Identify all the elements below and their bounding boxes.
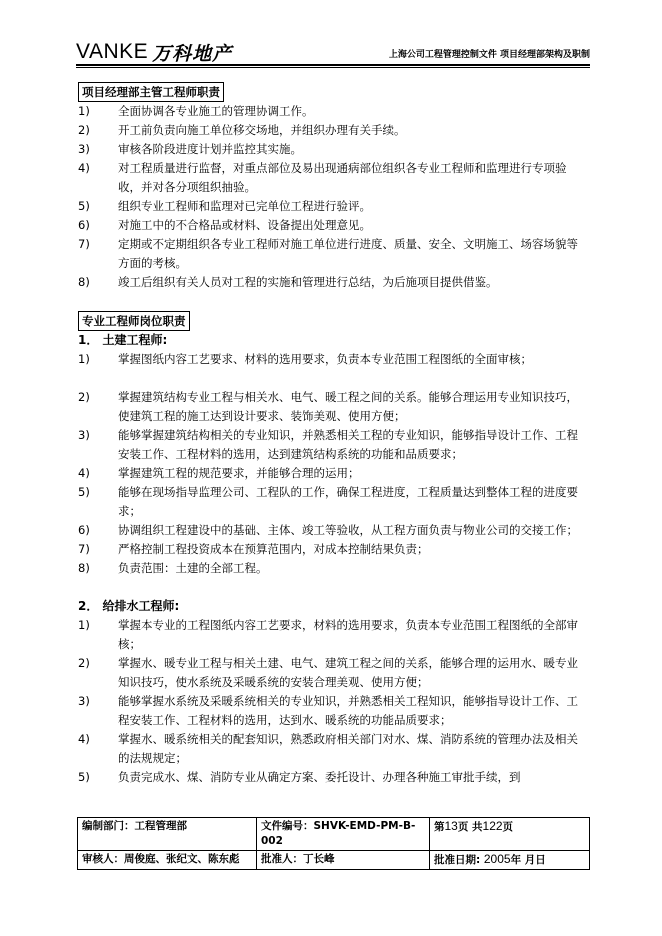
footer-doc-number: 文件编号：SHVK-EMD-PM-B-002 [257, 818, 430, 851]
item-number: 4) [78, 161, 90, 175]
footer-reviewer: 审核人：周俊庭、张纪文、陈东彪 [78, 851, 257, 870]
list-item [78, 350, 578, 369]
item-text: 严格控制工程投资成本在预算范围内，对成本控制结果负责； [118, 542, 429, 556]
header-divider-thin [76, 67, 590, 68]
item-number: 4) [78, 466, 90, 480]
item-text: 掌握建筑工程的规范要求，并能够合理的运用； [118, 466, 360, 480]
item-number: 4) [78, 732, 90, 746]
item-number: 3) [78, 694, 90, 708]
list-item [78, 768, 578, 787]
page-number: 13 [444, 819, 458, 833]
item-number: 5) [78, 770, 90, 784]
item-text: 协调组织工程建设中的基础、主体、竣工等验收，从工程方面负责与物业公司的交接工作； [118, 523, 578, 537]
footer-approver: 批准人：丁长峰 [257, 851, 430, 870]
item-number: 3) [78, 142, 90, 156]
list-item [78, 559, 578, 578]
item-text: 全面协调各专业施工的管理协调工作。 [118, 104, 314, 118]
section-title: 项目经理部主管工程师职责 [78, 82, 224, 102]
header-document-title: 上海公司工程管理控制文件 项目经理部架构及职制 [388, 50, 590, 60]
item-number: 1) [78, 104, 90, 118]
subsection-title: 2． 给排水工程师: [78, 599, 180, 613]
list-item [78, 426, 578, 464]
list-item [78, 216, 578, 235]
item-number: 7) [78, 237, 90, 251]
document-footer-table [77, 817, 590, 870]
item-number: 2) [78, 390, 90, 404]
item-number: 7) [78, 542, 90, 556]
item-text: 审核各阶段进度计划并监控其实施。 [118, 142, 302, 156]
list-item [78, 464, 578, 483]
item-text: 负责范围：土建的全部工程。 [118, 561, 268, 575]
logo-chinese: 万科地产 [152, 42, 233, 65]
item-text: 对工程质量进行监督，对重点部位及易出现通病部位组织各专业工程师和监理进行专项验收，并对各分项组织抽验。 [118, 161, 567, 194]
item-text: 负责完成水、煤、消防专业从确定方案、委托设计、办理各种施工审批手续，到 [118, 770, 521, 784]
list-item [78, 197, 578, 216]
item-text: 能够在现场指导监理公司、工程队的工作，确保工程进度，工程质量达到整体工程的进度要求； [118, 485, 578, 518]
list-item [78, 540, 578, 559]
list-item [78, 616, 578, 654]
list-item [78, 388, 578, 426]
list-item [78, 692, 578, 730]
item-text: 组织专业工程师和监理对已完单位工程进行验评。 [118, 199, 371, 213]
list-item [78, 121, 578, 140]
item-number: 1) [78, 352, 90, 366]
item-number: 8) [78, 275, 90, 289]
list-item [78, 235, 578, 273]
civil-engineer-list [78, 350, 578, 578]
item-text: 能够掌握建筑结构相关的专业知识，并熟悉相关工程的专业知识，能够指导设计工作、工程安装工作、工程材料的选用，达到建筑结构系统的功能和品质要求； [118, 428, 578, 461]
page-total: 122 [482, 819, 503, 833]
item-text: 掌握水、暖专业工程与相关土建、电气、建筑工程之间的关系，能够合理的运用水、暖专业知识技巧，使水系统及采暖系统的安装合理美观、使用方便； [118, 656, 578, 689]
item-text: 竣工后组织有关人员对工程的实施和管理进行总结，为后施项目提供借鉴。 [118, 275, 498, 289]
item-number: 8) [78, 561, 90, 575]
document-body [78, 82, 578, 787]
footer-dept: 编制部门：工程管理部 [78, 818, 257, 851]
list-item [78, 102, 578, 121]
logo-english: VANKE [76, 40, 149, 63]
item-number: 6) [78, 218, 90, 232]
page-header [76, 40, 590, 64]
item-text: 掌握建筑结构专业工程与相关水、电气、暖工程之间的关系。能够合理运用专业知识技巧，使建筑工程的施工达到设计要求、装饰美观、使用方便； [118, 390, 578, 423]
item-number: 1) [78, 618, 90, 632]
vanke-logo [76, 40, 232, 64]
item-number: 5) [78, 199, 90, 213]
item-text: 能够掌握水系统及采暖系统相关的专业知识，并熟悉相关工程知识，能够指导设计工作、工程安装工作、工程材料的选用，达到水、暖系统的功能品质要求； [118, 694, 578, 727]
item-text: 对施工中的不合格品或材料、设备提出处理意见。 [118, 218, 371, 232]
item-number: 3) [78, 428, 90, 442]
list-item [78, 730, 578, 768]
list-item [78, 483, 578, 521]
header-divider [76, 64, 590, 66]
subsection-title: 1． 土建工程师: [78, 333, 168, 347]
item-text: 掌握水、暖系统相关的配套知识，熟悉政府相关部门对水、煤、消防系统的管理办法及相关的法规规定； [118, 732, 578, 765]
list-item [78, 140, 578, 159]
list-item [78, 273, 578, 292]
list-item [78, 654, 578, 692]
list-item [78, 521, 578, 540]
item-number: 5) [78, 485, 90, 499]
section1-list [78, 102, 578, 292]
footer-page-info: 第13页 共122页 [430, 818, 590, 851]
section-title: 专业工程师岗位职责 [78, 311, 190, 331]
item-number: 6) [78, 523, 90, 537]
list-item [78, 159, 578, 197]
item-text: 定期或不定期组织各专业工程师对施工单位进行进度、质量、安全、文明施工、场容场貌等方面的考核。 [118, 237, 578, 270]
footer-approval-date: 批准日期: 2005年 月日 [430, 851, 590, 870]
item-text: 掌握本专业的工程图纸内容工艺要求，材料的选用要求，负责本专业范围工程图纸的全部审核； [118, 618, 578, 651]
item-number: 2) [78, 123, 90, 137]
item-number: 2) [78, 656, 90, 670]
plumbing-engineer-list [78, 616, 578, 787]
item-text: 开工前负责向施工单位移交场地，并组织办理有关手续。 [118, 123, 406, 137]
item-text: 掌握图纸内容工艺要求、材料的选用要求，负责本专业范围工程图纸的全面审核； [118, 352, 532, 366]
